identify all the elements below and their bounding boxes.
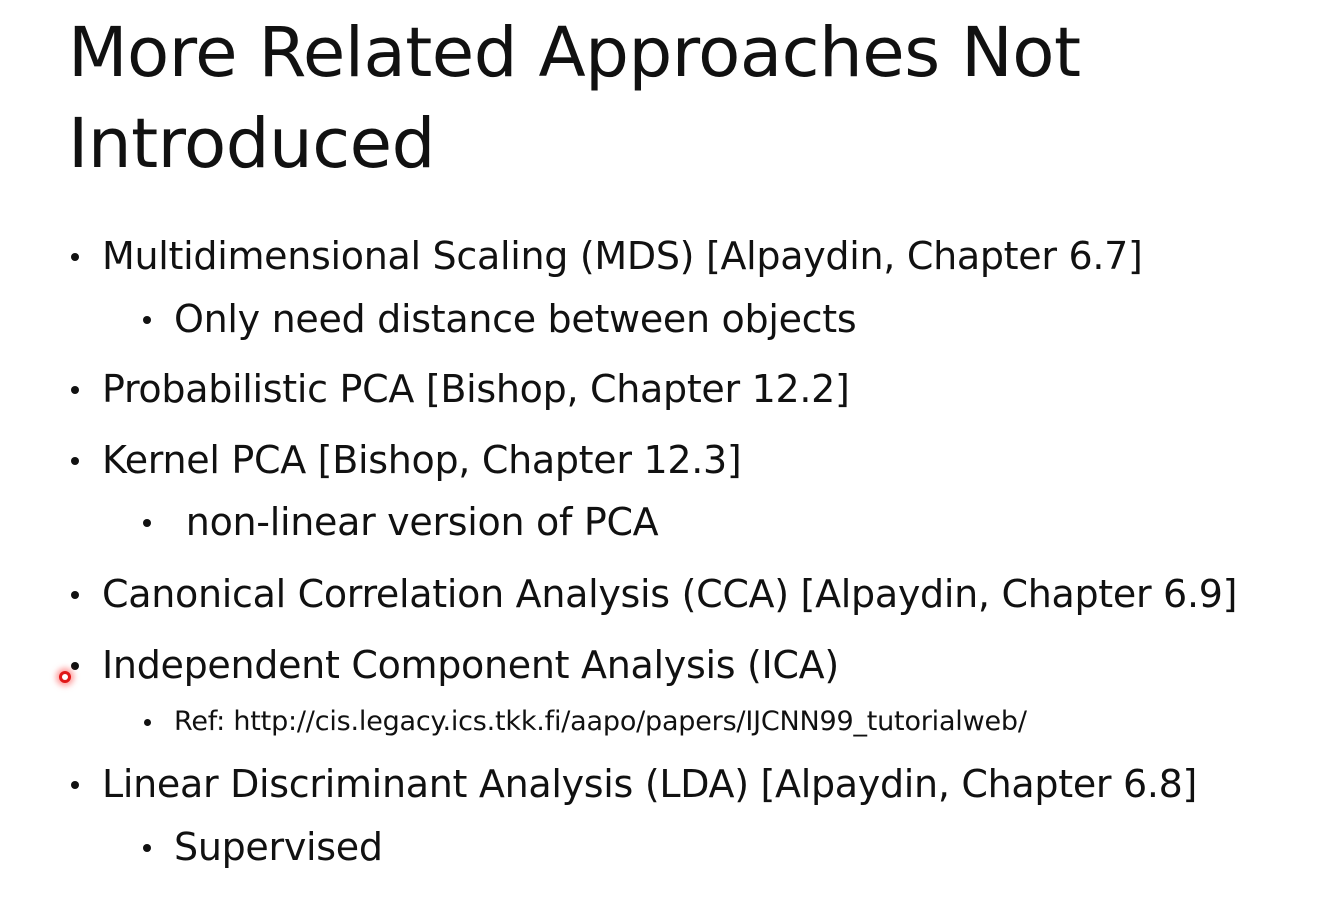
bullet-dot [71,662,79,670]
bullet-dot [71,781,79,789]
bullet-text: Canonical Correlation Analysis (CCA) [Alpaydin, Chapter 6.9] [102,572,1238,616]
bullet-text: Probabilistic PCA [Bishop, Chapter 12.2] [102,367,850,411]
sub-bullet-lda-supervised [174,824,383,870]
bullet-dot [143,316,151,324]
bullet-item-mds [102,233,1143,279]
sub-bullet-ica-ref [174,705,1027,739]
bullet-text: non-linear version of PCA [174,500,659,544]
bullet-text: Independent Component Analysis (ICA) [102,643,839,687]
bullet-item-cca [102,571,1237,617]
bullet-item-lda [102,761,1197,807]
sub-bullet-kernel-pca-nonlinear [174,499,658,545]
bullet-text: Only need distance between objects [174,297,857,341]
bullet-dot [71,457,79,465]
bullet-dot [143,844,151,852]
bullet-text: Supervised [174,825,383,869]
bullet-text: Ref: http://cis.legacy.ics.tkk.fi/aapo/papers/IJCNN99_tutorialweb/ [174,706,1027,737]
bullet-item-ica [102,642,839,688]
bullet-dot [144,719,151,726]
bullet-dot [143,519,151,527]
bullet-item-kernel-pca [102,437,741,483]
bullet-text: Kernel PCA [Bishop, Chapter 12.3] [102,438,742,482]
bullet-dot [71,386,79,394]
sub-bullet-mds-distance [174,296,856,342]
bullet-dot [71,591,79,599]
bullet-text: Multidimensional Scaling (MDS) [Alpaydin, Chapter 6.7] [102,234,1143,278]
bullet-text: Linear Discriminant Analysis (LDA) [Alpaydin, Chapter 6.8] [102,762,1198,806]
slide-title: More Related Approaches Not Introduced [68,13,1081,184]
bullet-dot [71,253,79,261]
bullet-item-probabilistic-pca [102,366,850,412]
laser-pointer-icon [59,671,71,683]
